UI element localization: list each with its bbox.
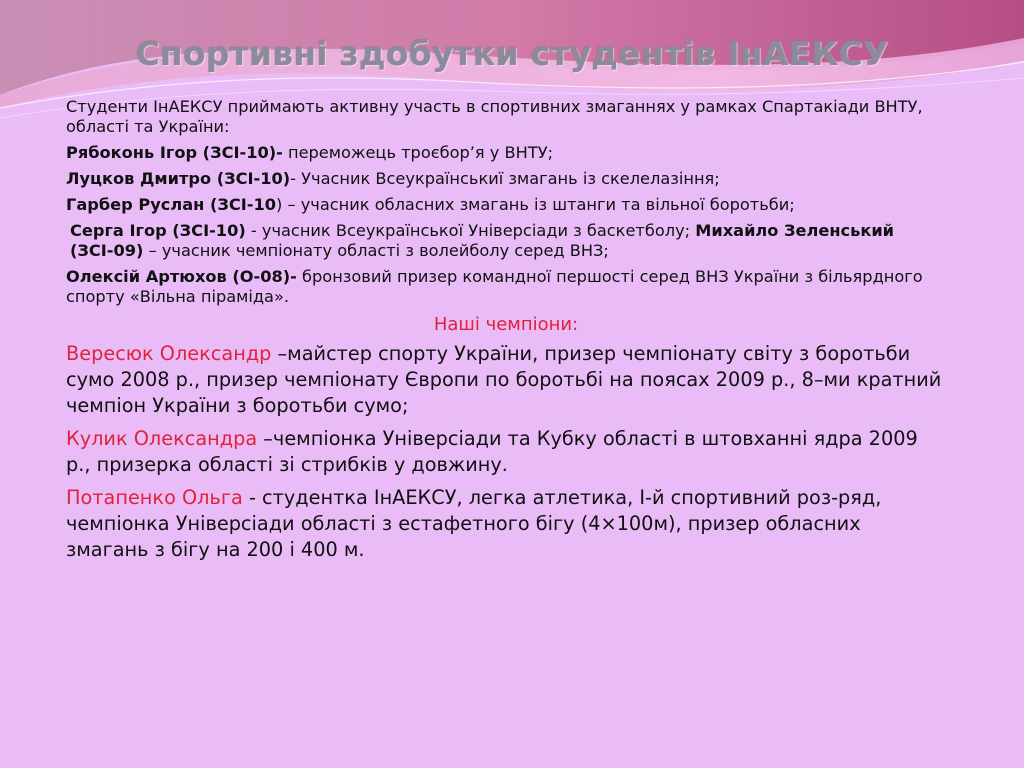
athlete-name: Гарбер Руслан (ЗСІ-10 bbox=[66, 195, 276, 214]
champion-item bbox=[66, 485, 946, 563]
athlete-description: - Учасник Всеукраїнськиї змагань із скелелазіння; bbox=[290, 169, 720, 188]
athlete-description-second: – учасник чемпіонату області з волейболу серед ВНЗ; bbox=[143, 241, 609, 260]
athlete-item bbox=[66, 267, 946, 307]
athlete-item bbox=[66, 169, 946, 189]
athlete-description: бронзовий призер командної першості серед ВНЗ України з більярдного спорту «Вільна піраміда». bbox=[66, 267, 923, 306]
champion-name: Кулик Олександра bbox=[66, 427, 258, 450]
champion-description: - студентка ІнАЕКСУ, легка атлетика, І-й спортивний роз-ряд, чемпіонка Універсіади області з естафетного бігу (4×100м), призер обласних змагань з бігу на 200 і 400 м. bbox=[66, 486, 882, 561]
athlete-name: Олексій Артюхов (О-08)- bbox=[66, 267, 297, 286]
athlete-description: ) – учасник обласних змагань із штанги та вільної боротьби; bbox=[276, 195, 795, 214]
slide-title: Спортивні здобутки студентів ІнАЕКСУ bbox=[135, 34, 889, 73]
slide-content bbox=[66, 97, 946, 570]
champion-item bbox=[66, 341, 946, 419]
champions-heading: Наші чемпіони: bbox=[433, 314, 579, 335]
athlete-description: - учасник Всеукраїнської Універсіади з баскетболу; bbox=[245, 221, 696, 240]
athlete-item bbox=[66, 221, 946, 261]
athlete-name: Луцков Дмитро (ЗСІ-10) bbox=[66, 169, 291, 188]
intro-paragraph: Студенти ІнАЕКСУ приймають активну участь в спортивних змаганнях у рамках Спартакіади ВНТУ, області та України: bbox=[66, 97, 923, 136]
athlete-name-second: Михайло Зеленський (ЗСІ-09) bbox=[70, 221, 895, 260]
athlete-item bbox=[66, 143, 946, 163]
athlete-description: переможець троєбор’я у ВНТУ; bbox=[282, 143, 554, 162]
champion-name: Вересюк Олександр bbox=[66, 342, 272, 365]
champion-item bbox=[66, 426, 946, 478]
athlete-name: Серга Ігор (ЗСІ-10) bbox=[70, 221, 246, 240]
athlete-name: Рябоконь Ігор (ЗСІ-10)- bbox=[66, 143, 283, 162]
champion-description: –чемпіонка Універсіади та Кубку області в штовханні ядра 2009 р., призерка області зі стрибків у довжину. bbox=[66, 427, 918, 476]
champion-description: –майстер спорту України, призер чемпіонату світу з боротьби сумо 2008 р., призер чемпіонату Європи по боротьбі на поясах 2009 р., 8–ми кратний чемпіон України з боротьби сумо; bbox=[66, 342, 942, 417]
champion-name: Потапенко Ольга bbox=[66, 486, 243, 509]
athlete-item bbox=[66, 195, 946, 215]
